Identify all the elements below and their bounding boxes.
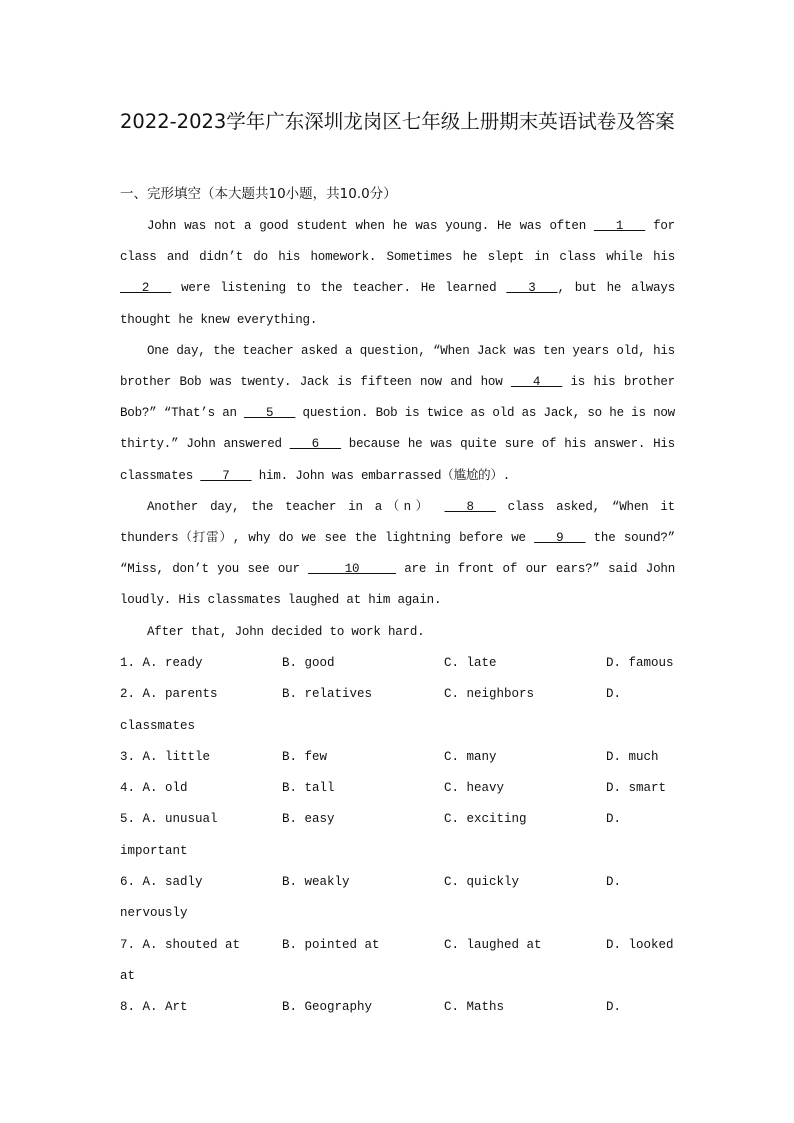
passage-paragraph bbox=[120, 617, 675, 648]
passage-text: him. John was embarrassed（尴尬的）. bbox=[251, 468, 511, 483]
option-choice-a: 8. A. Art bbox=[120, 1000, 188, 1015]
option-choice-d: D. bbox=[606, 875, 622, 890]
cloze-passage bbox=[120, 211, 675, 648]
option-choice-c: C. laughed at bbox=[444, 937, 542, 952]
passage-text: Another day, the teacher in a（n） bbox=[147, 499, 445, 514]
passage-paragraph bbox=[120, 492, 675, 617]
option-choice-b: B. easy bbox=[282, 812, 335, 827]
passage-text: because he was quite sure of his answer. His classmates bbox=[120, 437, 675, 483]
answer-blank: ___9___ bbox=[534, 531, 586, 546]
option-choice-c: C. quickly bbox=[444, 875, 520, 890]
answer-blank: ___8___ bbox=[444, 499, 496, 514]
passage-text: were listening to the teacher. He learned bbox=[171, 281, 507, 296]
passage-paragraph bbox=[120, 336, 675, 492]
option-choice-d: D. much bbox=[606, 749, 659, 764]
option-choice-b: B. good bbox=[282, 656, 335, 670]
section-heading: 一、完形填空（本大题共10小题，共10.0分） bbox=[120, 186, 397, 202]
passage-text: class asked, “When it thunders（打雷）, why do we see the lightning before we bbox=[120, 499, 675, 546]
option-choice-a: 4. A. old bbox=[120, 781, 188, 796]
option-choice-a: 7. A. shouted at bbox=[120, 937, 241, 952]
option-choice-c: C. many bbox=[444, 749, 497, 764]
option-row bbox=[120, 930, 680, 961]
answer-blank: ___1___ bbox=[593, 219, 646, 233]
option-row bbox=[120, 804, 680, 835]
option-choice-a: 5. A. unusual bbox=[120, 812, 218, 827]
option-row bbox=[120, 992, 680, 1023]
option-wrap-text: important bbox=[120, 843, 188, 858]
option-choice-d: D. famous bbox=[606, 656, 674, 670]
option-choice-c: C. Maths bbox=[444, 1000, 505, 1015]
option-row bbox=[120, 867, 680, 898]
option-choice-c: C. neighbors bbox=[444, 687, 535, 702]
answer-blank: ___4___ bbox=[510, 375, 563, 390]
answer-blank: ___5___ bbox=[244, 406, 296, 421]
passage-text: for class and didn’t do his homework. Sometimes he slept in class while his bbox=[120, 219, 675, 265]
option-choice-d: D. smart bbox=[606, 781, 667, 796]
answer-blank: ___2___ bbox=[120, 281, 172, 296]
document-title: 2022-2023学年广东深圳龙岗区七年级上册期末英语试卷及答案 bbox=[120, 110, 675, 133]
option-row bbox=[120, 773, 680, 804]
option-choice-b: B. Geography bbox=[282, 1000, 373, 1015]
passage-text: the sound?” “Miss, don’t you see our bbox=[120, 531, 675, 577]
option-choice-a: 2. A. parents bbox=[120, 687, 218, 702]
passage-text: After that, John decided to work hard. bbox=[147, 624, 425, 639]
passage-text: is his brother Bob?” “That’s an bbox=[120, 375, 675, 421]
option-row bbox=[120, 648, 680, 679]
option-wrap-text: at bbox=[120, 968, 136, 983]
option-choice-d: D. bbox=[606, 687, 622, 702]
answer-blank: ___7___ bbox=[200, 468, 252, 483]
option-choice-b: B. pointed at bbox=[282, 937, 380, 952]
passage-text: are in front of our ears?” said John loudly. His classmates laughed at him again. bbox=[120, 562, 675, 608]
option-choice-a: 3. A. little bbox=[120, 749, 211, 764]
option-choice-b: B. relatives bbox=[282, 687, 373, 702]
option-choice-c: C. heavy bbox=[444, 781, 505, 796]
passage-text: question. Bob is twice as old as Jack, so he is now thirty.” John answered bbox=[120, 406, 675, 452]
option-row bbox=[120, 742, 680, 773]
answer-options bbox=[120, 648, 680, 1024]
answer-blank: _____10_____ bbox=[308, 562, 396, 577]
answer-blank: ___6___ bbox=[289, 437, 341, 452]
answer-blank: ___3___ bbox=[506, 281, 558, 296]
option-wrap-text: nervously bbox=[120, 906, 188, 921]
passage-text: John was not a good student when he was young. He was often bbox=[147, 219, 594, 233]
option-choice-c: C. late bbox=[444, 656, 497, 670]
passage-text: One day, the teacher asked a question, “When Jack was ten years old, his brother Bob was twenty. Jack is fifteen now and how bbox=[120, 343, 675, 390]
option-wrap-text: classmates bbox=[120, 718, 196, 733]
option-choice-d: D. bbox=[606, 812, 622, 827]
option-choice-b: B. tall bbox=[282, 781, 335, 796]
option-choice-c: C. exciting bbox=[444, 812, 527, 827]
option-choice-d: D. bbox=[606, 1000, 622, 1015]
passage-text: , but he always thought he knew everything. bbox=[120, 281, 675, 327]
option-choice-b: B. few bbox=[282, 749, 328, 764]
passage-paragraph bbox=[120, 211, 675, 336]
option-choice-d: D. looked bbox=[606, 937, 674, 952]
option-row bbox=[120, 679, 680, 710]
option-choice-b: B. weakly bbox=[282, 875, 350, 890]
option-choice-a: 1. A. ready bbox=[120, 656, 203, 670]
option-choice-a: 6. A. sadly bbox=[120, 875, 203, 890]
